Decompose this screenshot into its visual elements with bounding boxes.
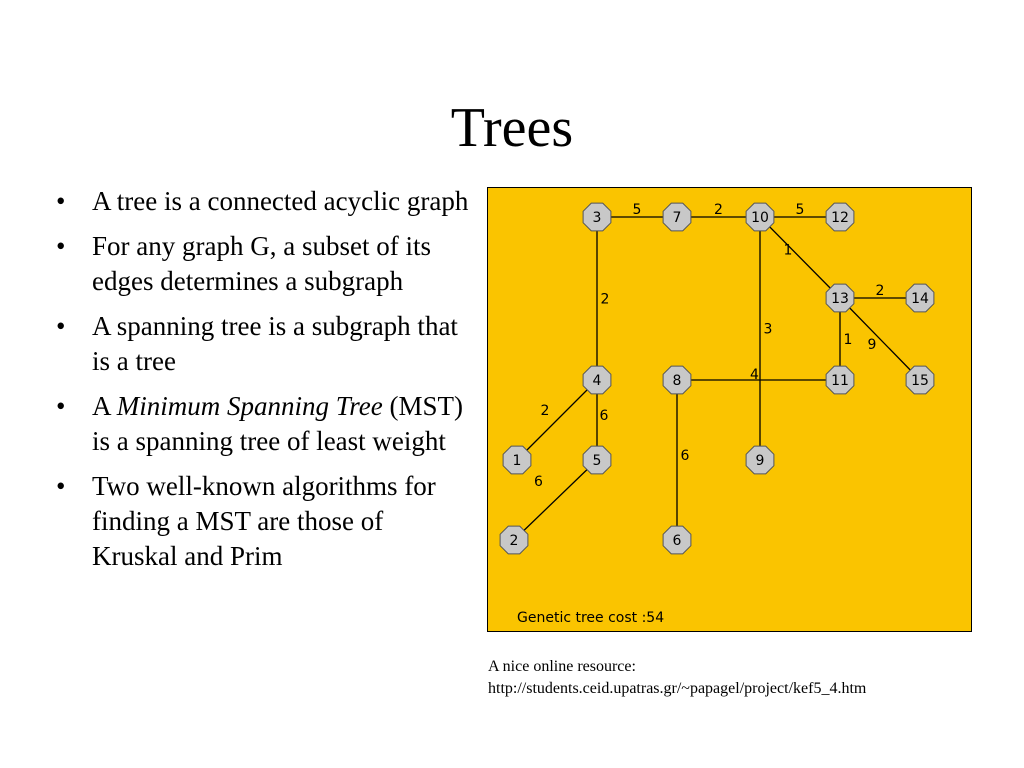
edge-weight-label: 6 bbox=[534, 474, 543, 490]
bullet-text: Two well-known algorithms for finding a MST are those of Kruskal and Prim bbox=[92, 471, 436, 571]
edge-weight-label: 5 bbox=[632, 202, 642, 218]
node-label: 9 bbox=[755, 453, 765, 469]
node-label: 3 bbox=[592, 210, 602, 226]
bullet-text: A tree is a connected acyclic graph bbox=[92, 186, 469, 216]
node-11 bbox=[826, 366, 854, 394]
edge-weight-label: 9 bbox=[867, 337, 877, 353]
node-13 bbox=[826, 284, 854, 312]
node-14 bbox=[906, 284, 934, 312]
bullet-item bbox=[52, 469, 472, 574]
node-label: 7 bbox=[672, 210, 682, 226]
node-label: 2 bbox=[509, 533, 519, 549]
bullet-dot: • bbox=[56, 231, 66, 261]
node-9 bbox=[746, 446, 774, 474]
node-10 bbox=[746, 203, 774, 231]
node-4 bbox=[583, 366, 611, 394]
node-5 bbox=[583, 446, 611, 474]
edge-weight-label: 2 bbox=[600, 291, 610, 308]
node-label: 1 bbox=[512, 453, 522, 469]
edge-weight-label: 6 bbox=[680, 448, 690, 464]
node-label: 15 bbox=[911, 373, 929, 389]
bullet-dot: • bbox=[56, 186, 66, 216]
spanning-tree-diagram bbox=[487, 187, 972, 632]
node-8 bbox=[663, 366, 691, 394]
node-label: 8 bbox=[672, 373, 682, 389]
node-label: 13 bbox=[831, 291, 849, 307]
edge-weight-label: 5 bbox=[795, 202, 805, 218]
diagram-background bbox=[488, 188, 972, 632]
bullet-dot: • bbox=[56, 471, 66, 501]
node-label: 6 bbox=[672, 533, 682, 549]
edge-weight-label: 2 bbox=[714, 202, 723, 218]
caption-link: http://students.ceid.upatras.gr/~papagel/project/kef5_4.htm bbox=[488, 680, 867, 697]
node-6 bbox=[663, 526, 691, 554]
node-3 bbox=[583, 203, 611, 231]
node-label: 14 bbox=[911, 291, 929, 307]
bullet-text-suffix: (MST) is a spanning tree of least weight bbox=[92, 391, 464, 456]
slide-title: Trees bbox=[450, 97, 574, 159]
edge-weight-label: 1 bbox=[783, 242, 793, 259]
node-label: 4 bbox=[592, 373, 602, 389]
caption-line: A nice online resource: bbox=[488, 658, 636, 675]
node-12 bbox=[826, 203, 854, 231]
node-label: 5 bbox=[592, 453, 602, 469]
bullet-item bbox=[52, 184, 472, 219]
bullet-item bbox=[52, 229, 472, 299]
bullet-text-emphasis: Minimum Spanning Tree bbox=[116, 391, 383, 421]
tree-cost-label: Genetic tree cost :54 bbox=[517, 610, 665, 626]
edge-weight-label: 2 bbox=[540, 403, 550, 419]
bullet-dot: • bbox=[56, 391, 66, 421]
resource-caption bbox=[488, 656, 866, 700]
bullet-dot: • bbox=[56, 311, 66, 341]
node-label: 12 bbox=[831, 210, 849, 226]
bullet-item bbox=[52, 309, 472, 379]
node-7 bbox=[663, 203, 691, 231]
edge-weight-label: 1 bbox=[843, 332, 853, 348]
edge-weight-label: 3 bbox=[763, 321, 773, 338]
bullet-text-prefix: A bbox=[92, 391, 117, 421]
edge-weight-label: 4 bbox=[750, 367, 759, 383]
bullet-list bbox=[52, 184, 472, 584]
node-15 bbox=[906, 366, 934, 394]
node-label: 11 bbox=[831, 373, 849, 389]
node-1 bbox=[503, 446, 531, 474]
edge-weight-label: 6 bbox=[599, 408, 609, 424]
node-label: 10 bbox=[751, 210, 769, 226]
node-2 bbox=[500, 526, 528, 554]
edge-weight-label: 2 bbox=[875, 283, 885, 299]
bullet-text: For any graph G, a subset of its edges determines a subgraph bbox=[92, 231, 431, 296]
bullet-item bbox=[52, 389, 472, 459]
bullet-text: A spanning tree is a subgraph that is a tree bbox=[92, 311, 458, 376]
